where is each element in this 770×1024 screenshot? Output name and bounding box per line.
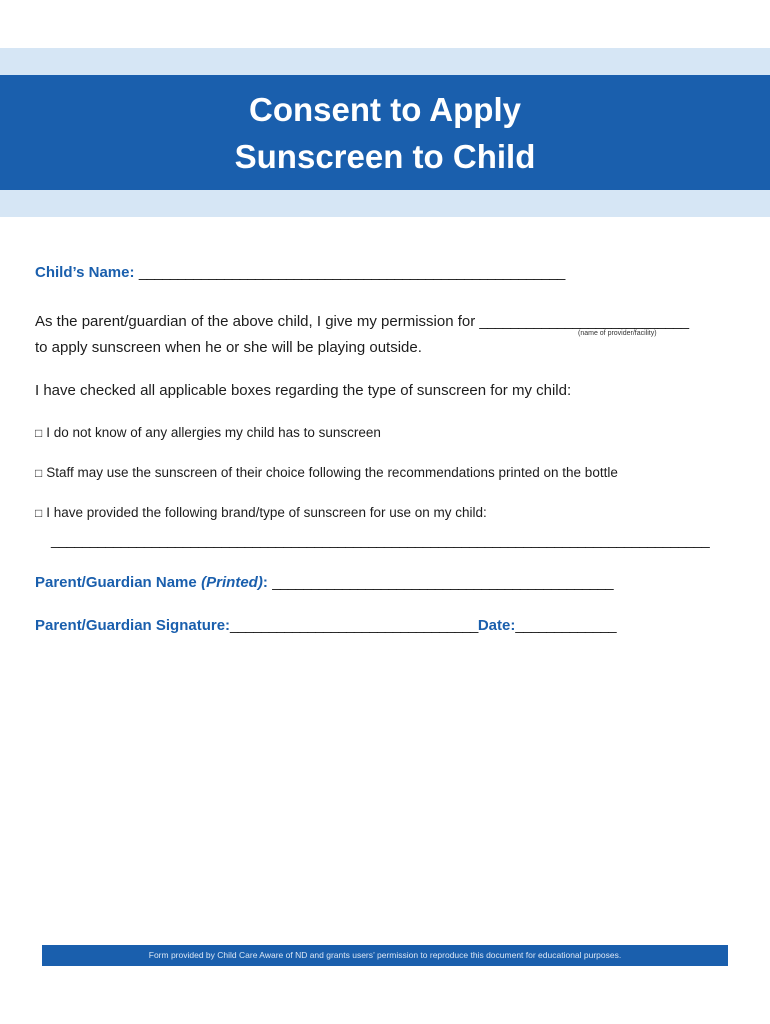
option-label: I have provided the following brand/type of sunscreen for use on my child:	[46, 505, 487, 520]
option-no-allergies	[35, 425, 381, 440]
signature-label: Parent/Guardian Signature:	[35, 617, 231, 634]
parent-name-label: Parent/Guardian Name	[35, 574, 197, 591]
checkbox[interactable]: □	[35, 466, 43, 480]
date-label: Date:	[477, 617, 516, 634]
checkbox[interactable]: □	[35, 506, 43, 520]
footer-note: Form provided by Child Care Aware of ND and grants users’ permission to reproduce this document for educational purposes.	[42, 945, 728, 966]
signature-field	[35, 617, 616, 635]
option-staff-choice	[35, 465, 618, 480]
child-name-blank[interactable]: _______________________________________________________	[138, 264, 565, 281]
permission-line2: to apply sunscreen when he or she will be playing outside.	[35, 339, 422, 356]
header-band-bottom	[0, 190, 770, 217]
provider-blank[interactable]: ___________________________	[479, 313, 689, 330]
signature-blank[interactable]: ________________________________	[230, 617, 478, 634]
permission-line1	[35, 312, 688, 332]
child-name-field	[35, 264, 565, 282]
checkbox[interactable]: □	[35, 426, 43, 440]
permission-text: As the parent/guardian of the above child, I give my permission for	[35, 313, 476, 330]
parent-name-field	[35, 574, 613, 592]
parent-name-printed: (Printed)	[201, 574, 263, 591]
option-label: Staff may use the sunscreen of their choice following the recommendations printed on the bottle	[46, 465, 618, 480]
header-band-top	[0, 48, 770, 75]
parent-name-blank[interactable]: ____________________________________________	[272, 574, 613, 591]
parent-name-colon: :	[262, 574, 268, 591]
date-blank[interactable]: _____________	[515, 617, 616, 634]
option-label: I do not know of any allergies my child has to sunscreen	[46, 425, 381, 440]
page-title-line1: Consent to Apply	[249, 91, 521, 128]
child-name-label: Child’s Name:	[35, 264, 135, 281]
option-provided-brand	[35, 505, 487, 520]
brand-blank[interactable]: _____________________________________________________________________________________	[51, 532, 710, 549]
instructions-text: I have checked all applicable boxes regarding the type of sunscreen for my child:	[35, 382, 572, 399]
page-title-line2: Sunscreen to Child	[234, 138, 536, 175]
provider-note: (name of provider/facility)	[578, 330, 657, 337]
